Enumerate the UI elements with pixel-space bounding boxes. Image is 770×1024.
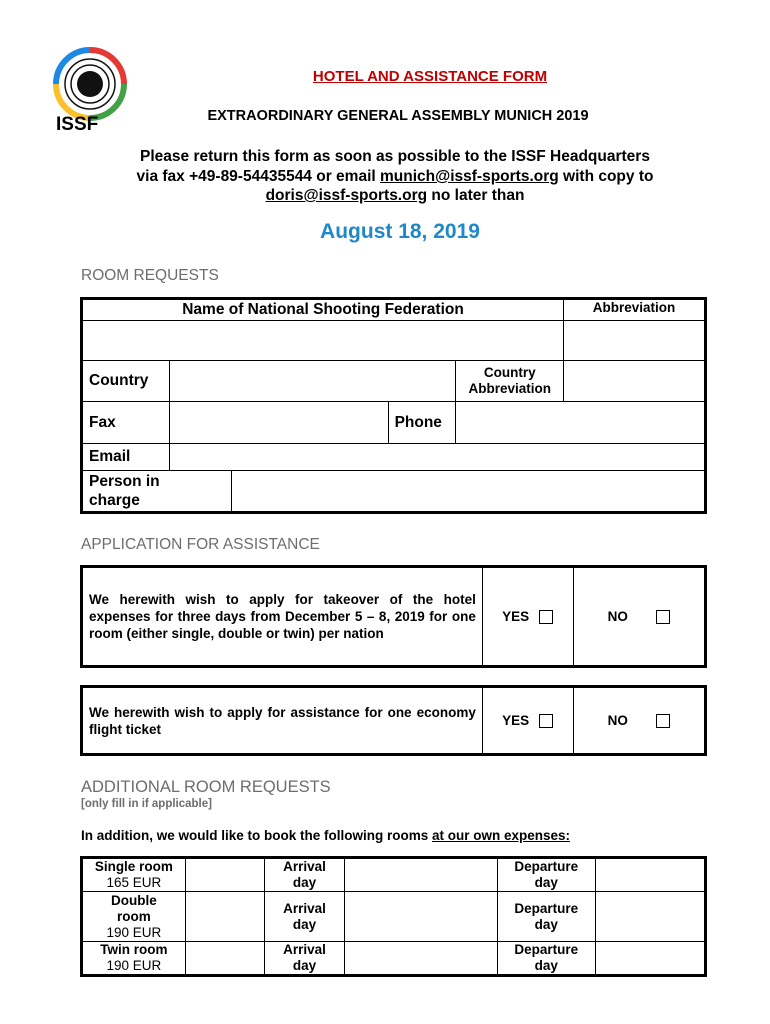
additional-heading: ADDITIONAL ROOM REQUESTS xyxy=(81,778,331,796)
instruction-copy-text: with copy to xyxy=(558,168,654,185)
double-room-quantity-field[interactable] xyxy=(185,892,264,942)
room-requests-heading: ROOM REQUESTS xyxy=(81,267,219,284)
departure-label-line2: day xyxy=(534,875,558,890)
arrival-label-line2: day xyxy=(292,958,317,973)
room-requests-table xyxy=(80,297,707,514)
flight-yes-option[interactable] xyxy=(482,687,573,755)
room-type-label: Twin room xyxy=(100,942,168,957)
hotel-yes-label: YES xyxy=(502,608,530,624)
room-type-cell xyxy=(82,892,186,942)
federation-abbreviation-field[interactable] xyxy=(564,321,706,361)
departure-label xyxy=(497,892,595,942)
double-room-departure-field[interactable] xyxy=(595,892,705,942)
email-field[interactable] xyxy=(169,444,705,471)
arrival-label-line1: Arrival xyxy=(283,942,326,957)
additional-intro-underlined: at our own expenses: xyxy=(432,828,571,843)
phone-label: Phone xyxy=(388,402,456,444)
room-type-cell xyxy=(82,858,186,892)
instruction-line-1: Please return this form as soon as possible to the ISSF Headquarters xyxy=(140,148,650,165)
instruction-line-2 xyxy=(60,168,730,186)
person-label-line1: Person in xyxy=(89,473,160,490)
room-price: 190 EUR xyxy=(106,958,162,973)
departure-label-line1: Departure xyxy=(514,942,579,957)
twin-room-quantity-field[interactable] xyxy=(185,942,264,976)
flight-yes-checkbox[interactable] xyxy=(539,714,553,728)
room-type-label-line2: room xyxy=(116,908,151,924)
arrival-label xyxy=(265,858,345,892)
arrival-label-line2: day xyxy=(292,916,317,932)
country-abbreviation-field[interactable] xyxy=(564,361,706,402)
twin-room-departure-field[interactable] xyxy=(595,942,705,976)
arrival-label-line1: Arrival xyxy=(283,900,326,916)
twin-room-arrival-field[interactable] xyxy=(344,942,497,976)
deadline-date: August 18, 2019 xyxy=(320,220,480,243)
additional-intro xyxy=(81,828,570,843)
room-type-label: Single room xyxy=(94,859,173,874)
single-room-arrival-field[interactable] xyxy=(344,858,497,892)
room-type-cell xyxy=(82,942,186,976)
hotel-assistance-table xyxy=(80,565,707,668)
federation-name-field[interactable] xyxy=(82,321,564,361)
hotel-no-option[interactable] xyxy=(573,567,706,667)
email-label: Email xyxy=(82,444,170,471)
doris-email-link[interactable]: doris@issf-sports.org xyxy=(265,187,428,204)
hotel-no-checkbox[interactable] xyxy=(656,610,670,624)
instruction-fax-text: via fax +49-89-54435544 or email xyxy=(136,168,380,185)
departure-label-line2: day xyxy=(534,958,558,973)
country-abbreviation-label xyxy=(456,361,564,402)
departure-label-line2: day xyxy=(534,916,558,932)
person-label-line2: charge xyxy=(89,492,140,509)
single-room-quantity-field[interactable] xyxy=(185,858,264,892)
country-label: Country xyxy=(82,361,170,402)
departure-label-line1: Departure xyxy=(514,859,579,874)
federation-label: Name of National Shooting Federation xyxy=(82,299,564,321)
room-type-label: Double xyxy=(110,892,157,908)
flight-no-option[interactable] xyxy=(573,687,706,755)
additional-rooms-table xyxy=(80,856,707,977)
departure-label xyxy=(497,858,595,892)
arrival-label-line1: Arrival xyxy=(283,859,326,874)
flight-no-checkbox[interactable] xyxy=(656,714,670,728)
abbreviation-label: Abbreviation xyxy=(564,299,706,321)
arrival-label-line2: day xyxy=(292,875,317,890)
flight-yes-label: YES xyxy=(502,712,530,728)
room-price: 165 EUR xyxy=(106,875,162,890)
additional-note: [only fill in if applicable] xyxy=(81,798,212,810)
hotel-assistance-text: We herewith wish to apply for takeover of the hotel expenses for three days from December 5 – 8, 2019 for one room (either single, double or twin) per nation xyxy=(82,567,483,667)
instruction-deadline-text: no later than xyxy=(427,187,525,204)
logo-text: ISSF xyxy=(56,114,99,135)
arrival-label xyxy=(265,892,345,942)
flight-assistance-text: We herewith wish to apply for assistance for one economy flight ticket xyxy=(82,687,483,755)
flight-assistance-table xyxy=(80,685,707,756)
hotel-yes-checkbox[interactable] xyxy=(539,610,553,624)
person-in-charge-field[interactable] xyxy=(232,471,706,513)
departure-label xyxy=(497,942,595,976)
departure-label-line1: Departure xyxy=(514,900,579,916)
additional-intro-text: In addition, we would like to book the following rooms xyxy=(81,828,432,843)
person-in-charge-label xyxy=(82,471,232,513)
twin-room-row xyxy=(82,942,706,976)
double-room-arrival-field[interactable] xyxy=(344,892,497,942)
hotel-yes-option[interactable] xyxy=(482,567,573,667)
assistance-heading: APPLICATION FOR ASSISTANCE xyxy=(81,536,320,553)
country-abbreviation-label-line1: Country xyxy=(483,365,536,380)
form-subtitle: EXTRAORDINARY GENERAL ASSEMBLY MUNICH 2019 xyxy=(207,108,589,124)
flight-no-label: NO xyxy=(607,712,628,728)
room-price: 190 EUR xyxy=(106,924,162,940)
arrival-label xyxy=(265,942,345,976)
hotel-no-label: NO xyxy=(607,608,628,624)
single-room-departure-field[interactable] xyxy=(595,858,705,892)
country-abbreviation-label-line2: Abbreviation xyxy=(468,381,551,396)
phone-field[interactable] xyxy=(456,402,706,444)
double-room-row xyxy=(82,892,706,942)
fax-label: Fax xyxy=(82,402,170,444)
form-title: HOTEL AND ASSISTANCE FORM xyxy=(312,68,548,85)
single-room-row xyxy=(82,858,706,892)
country-field[interactable] xyxy=(169,361,455,402)
instruction-line-3 xyxy=(60,187,730,205)
munich-email-link[interactable]: munich@issf-sports.org xyxy=(379,168,559,185)
fax-field[interactable] xyxy=(169,402,388,444)
